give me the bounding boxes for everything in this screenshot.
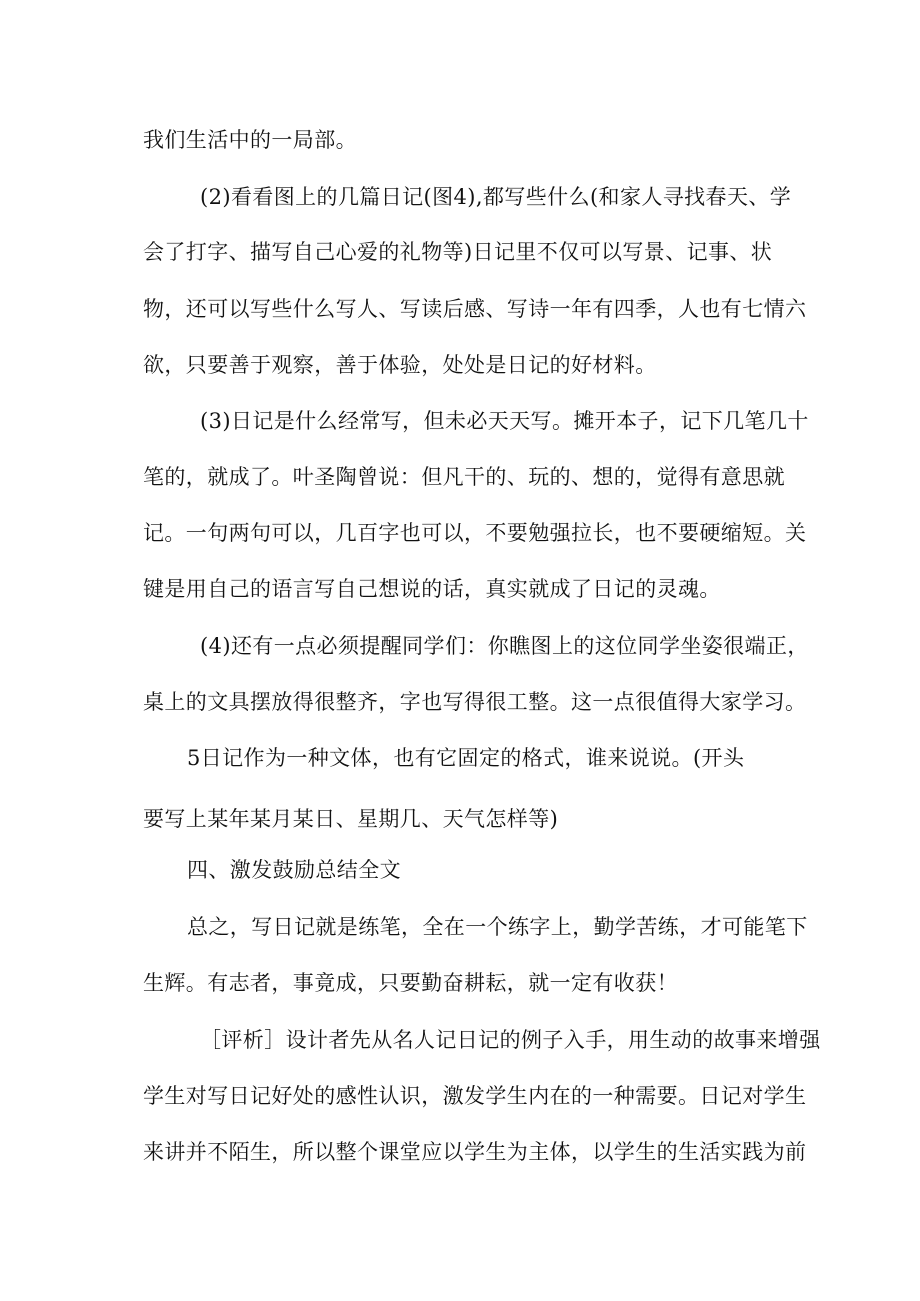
text-line: 键是用自己的语言写自己想说的话，真实就成了日记的灵魂。: [143, 577, 721, 601]
text-line: 物，还可以写些什么写人、写读后感、写诗一年有四季，人也有七情六: [143, 297, 807, 321]
text-line: 5日记作为一种文体，也有它固定的格式，谁来说说。(开头: [187, 746, 745, 770]
text-line: (3)日记是什么经常写，但未必天天写。摊开本子，记下几笔几十: [200, 409, 809, 433]
text-line: 会了打字、描写自己心爱的礼物等)日记里不仅可以写景、记事、状: [143, 240, 773, 264]
text-line: 生辉。有志者，事竟成，只要勤奋耕耘，就一定有收获！: [143, 971, 678, 995]
text-line: (2)看看图上的几篇日记(图4),都写些什么(和家人寻找春天、学: [200, 185, 792, 209]
text-line: 来讲并不陌生，所以整个课堂应以学生为主体，以学生的生活实践为前: [143, 1140, 807, 1164]
text-line: 记。一句两句可以，几百字也可以，不要勉强拉长，也不要硬缩短。关: [143, 521, 807, 545]
text-line: 桌上的文具摆放得很整齐，字也写得很工整。这一点很值得大家学习。: [143, 690, 807, 714]
text-line: 我们生活中的一局部。: [143, 128, 357, 152]
text-line: (4)还有一点必须提醒同学们：你瞧图上的这位同学坐姿很端正，: [200, 634, 809, 658]
text-line: 学生对写日记好处的感性认识，激发学生内在的一种需要。日记对学生: [143, 1084, 807, 1108]
text-line: ［评析］设计者先从名人记日记的例子入手，用生动的故事来增强: [200, 1028, 821, 1052]
text-line: 总之，写日记就是练笔，全在一个练字上，勤学苦练，才可能笔下: [187, 915, 808, 939]
text-line: 要写上某年某月某日、星期几、天气怎样等): [143, 807, 559, 831]
text-line: 笔的，就成了。叶圣陶曾说：但凡干的、玩的、想的，觉得有意思就: [143, 465, 785, 489]
text-line: 欲，只要善于观察，善于体验，处处是日记的好材料。: [143, 353, 657, 377]
section-heading: 四、激发鼓励总结全文: [187, 858, 401, 882]
